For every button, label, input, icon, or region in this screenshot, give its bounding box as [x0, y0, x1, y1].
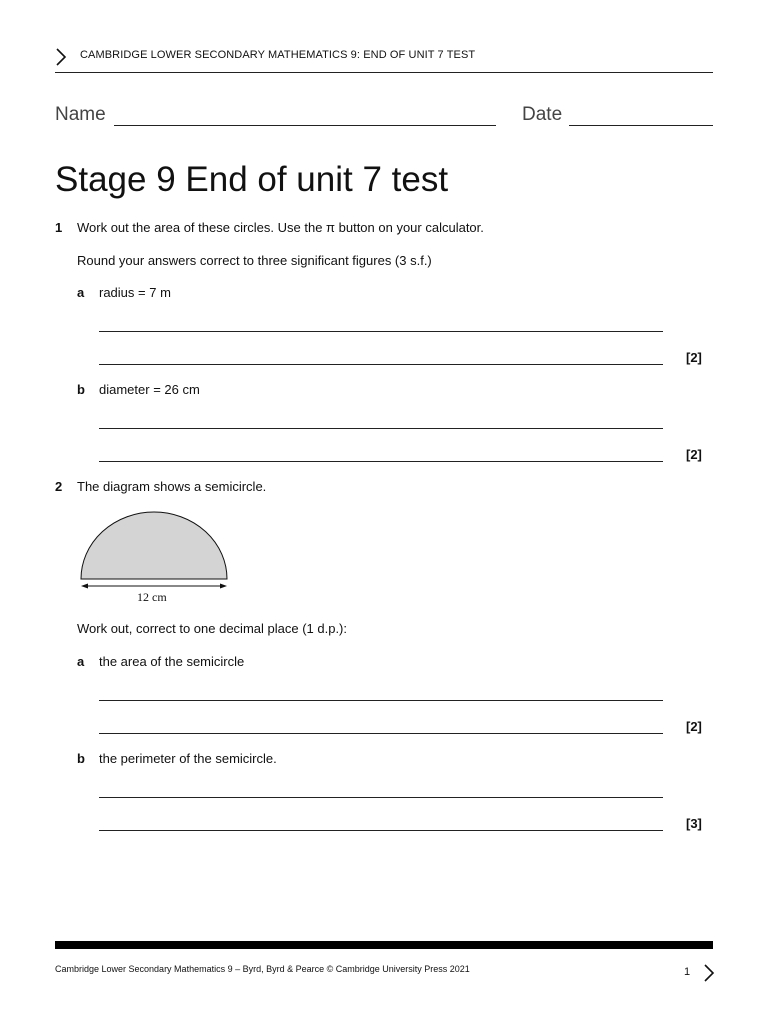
running-header: CAMBRIDGE LOWER SECONDARY MATHEMATICS 9: END OF UNIT 7 TEST: [80, 49, 476, 61]
answer-line[interactable]: [99, 461, 663, 462]
answer-line[interactable]: [99, 428, 663, 429]
arrowhead-left: [81, 584, 88, 589]
question-text: The diagram shows a semicircle.: [77, 479, 267, 494]
page-title: Stage 9 End of unit 7 test: [55, 160, 449, 199]
page-number: 1: [684, 966, 691, 978]
chevron-right-icon: [54, 47, 68, 67]
marks-label: [3]: [686, 816, 702, 831]
header-divider: [55, 72, 713, 73]
part-letter: b: [77, 751, 85, 766]
part-text: the perimeter of the semicircle.: [99, 751, 277, 766]
marks-label: [2]: [686, 719, 702, 734]
part-text: diameter = 26 cm: [99, 382, 200, 397]
part-text: the area of the semicircle: [99, 654, 245, 669]
date-label: Date: [522, 104, 563, 125]
chevron-right-icon[interactable]: [703, 963, 715, 983]
answer-line[interactable]: [99, 797, 663, 798]
marks-label: [2]: [686, 350, 702, 365]
part-text: radius = 7 m: [99, 285, 171, 300]
marks-label: [2]: [686, 447, 702, 462]
diagram-label: 12 cm: [137, 590, 167, 604]
footer-bar: [55, 941, 713, 949]
date-field[interactable]: [569, 125, 713, 126]
question-number: 1: [55, 220, 63, 235]
answer-line[interactable]: [99, 364, 663, 365]
question-text: Work out the area of these circles. Use the π button on your calculator.: [77, 220, 484, 235]
question-instruction: Work out, correct to one decimal place (1 d.p.):: [77, 621, 347, 636]
question-number: 2: [55, 479, 63, 494]
name-field[interactable]: [114, 125, 496, 126]
footer-copyright: Cambridge Lower Secondary Mathematics 9 – Byrd, Byrd & Pearce © Cambridge University Press 2021: [55, 964, 470, 974]
part-letter: a: [77, 285, 85, 300]
part-letter: a: [77, 654, 85, 669]
semicircle-shape: [81, 512, 227, 579]
part-letter: b: [77, 382, 85, 397]
question-instruction: Round your answers correct to three significant figures (3 s.f.): [77, 253, 432, 268]
answer-line[interactable]: [99, 700, 663, 701]
arrowhead-right: [220, 584, 227, 589]
name-label: Name: [55, 104, 106, 125]
answer-line[interactable]: [99, 733, 663, 734]
answer-line[interactable]: [99, 830, 663, 831]
answer-line[interactable]: [99, 331, 663, 332]
